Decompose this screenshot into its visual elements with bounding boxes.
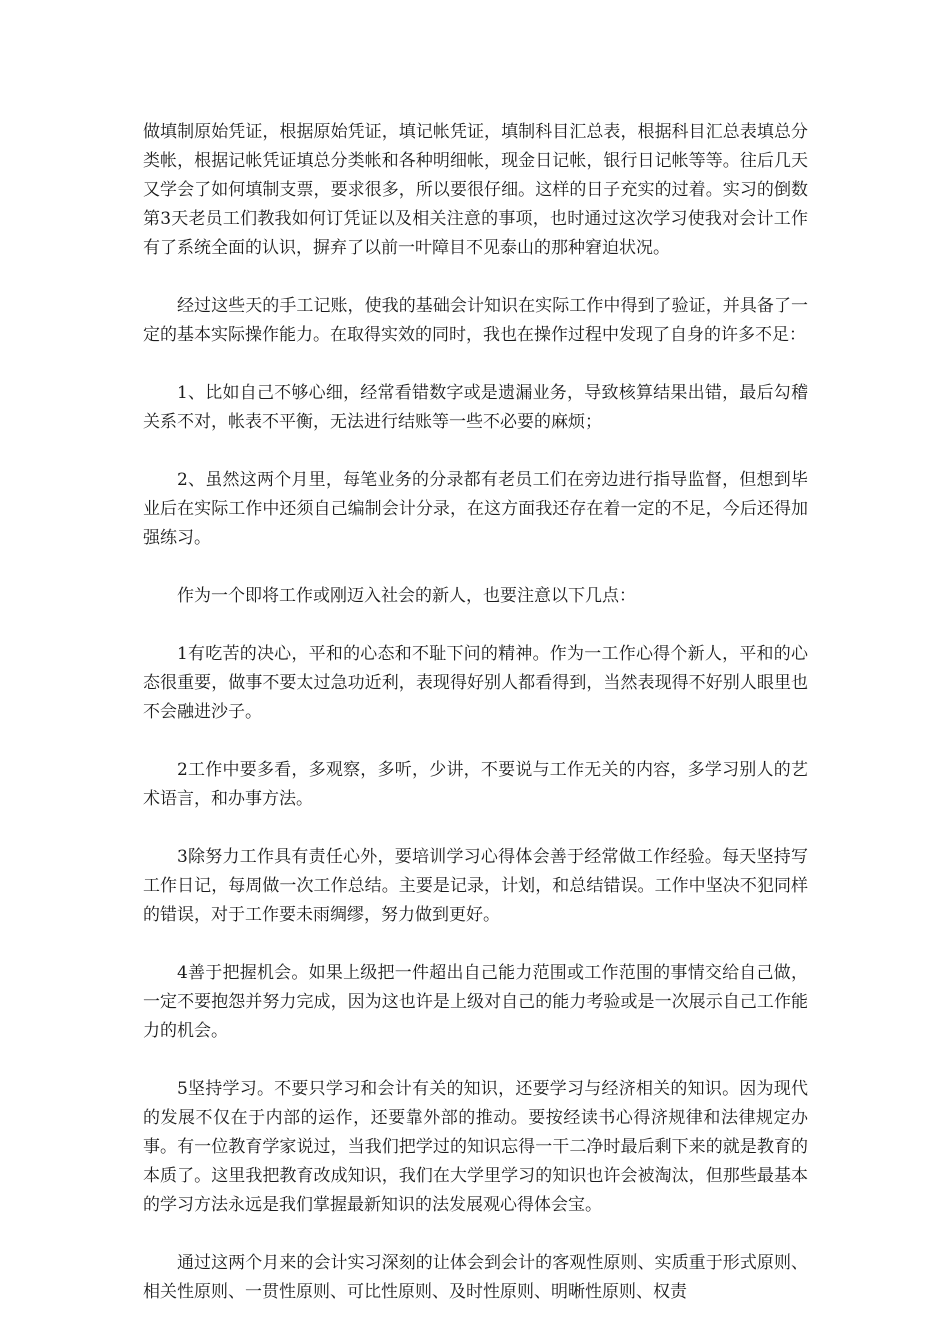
list-item-point-2: 2、虽然这两个月里，每笔业务的分录都有老员工们在旁边进行指导监督，但想到毕业后在实际工作中还须自己编制会计分录，在这方面我还存在着一定的不足，今后还得加强练习。 bbox=[143, 470, 808, 548]
paragraph-intro: 作为一个即将工作或刚迈入社会的新人，也要注意以下几点： bbox=[177, 586, 636, 606]
list-item-point-1: 1、比如自己不够心细，经常看错数字或是遗漏业务，导致核算结果出错，最后勾稽关系不对，帐表不平衡，无法进行结账等一些不必要的麻烦； bbox=[143, 383, 808, 432]
list-item-tip-2: 2工作中要多看，多观察，多听，少讲，不要说与工作无关的内容，多学习别人的艺术语言，和办事方法。 bbox=[143, 760, 808, 809]
list-item-tip-4: 4善于把握机会。如果上级把一件超出自己能力范围或工作范围的事情交给自己做，一定不要抱怨并努力完成，因为这也许是上级对自己的能力考验或是一次展示自己工作能力的机会。 bbox=[143, 963, 808, 1041]
paragraph-continuation: 做填制原始凭证，根据原始凭证，填记帐凭证，填制科目汇总表，根据科目汇总表填总分类帐，根据记帐凭证填总分类帐和各种明细帐，现金日记帐，银行日记帐等等。往后几天又学会了如何填制支票，要求很多，所以要很仔细。这样的日子充实的过着。实习的倒数第3天老员工们教我如何订凭证以及相关注意的事项，也时通过这次学习使我对会计工作有了系统全面的认识，摒弃了以前一叶障目不见泰山的那种窘迫状况。 bbox=[143, 122, 808, 258]
document-body bbox=[143, 118, 808, 1307]
paragraph: 经过这些天的手工记账，使我的基础会计知识在实际工作中得到了验证，并具备了一定的基本实际操作能力。在取得实效的同时，我也在操作过程中发现了自身的许多不足： bbox=[143, 296, 808, 345]
list-item-tip-5: 5坚持学习。不要只学习和会计有关的知识，还要学习与经济相关的知识。因为现代的发展不仅在于内部的运作，还要靠外部的推动。要按经读书心得济规律和法律规定办事。有一位教育学家说过，当我们把学过的知识忘得一干二净时最后剩下来的就是教育的本质了。这里我把教育改成知识，我们在大学里学习的知识也许会被淘汰，但那些最基本的学习方法永远是我们掌握最新知识的法发展观心得体会宝。 bbox=[143, 1079, 808, 1215]
list-item-tip-3: 3除努力工作具有责任心外，要培训学习心得体会善于经常做工作经验。每天坚持写工作日记，每周做一次工作总结。主要是记录，计划，和总结错误。工作中坚决不犯同样的错误，对于工作要未雨绸缪，努力做到更好。 bbox=[143, 847, 808, 925]
paragraph-conclusion: 通过这两个月来的会计实习深刻的让体会到会计的客观性原则、实质重于形式原则、相关性原则、一贯性原则、可比性原则、及时性原则、明晰性原则、权责 bbox=[143, 1253, 808, 1302]
list-item-tip-1: 1有吃苦的决心，平和的心态和不耻下问的精神。作为一工作心得个新人，平和的心态很重要，做事不要太过急功近利，表现得好别人都看得到，当然表现得不好别人眼里也不会融进沙子。 bbox=[143, 644, 808, 722]
